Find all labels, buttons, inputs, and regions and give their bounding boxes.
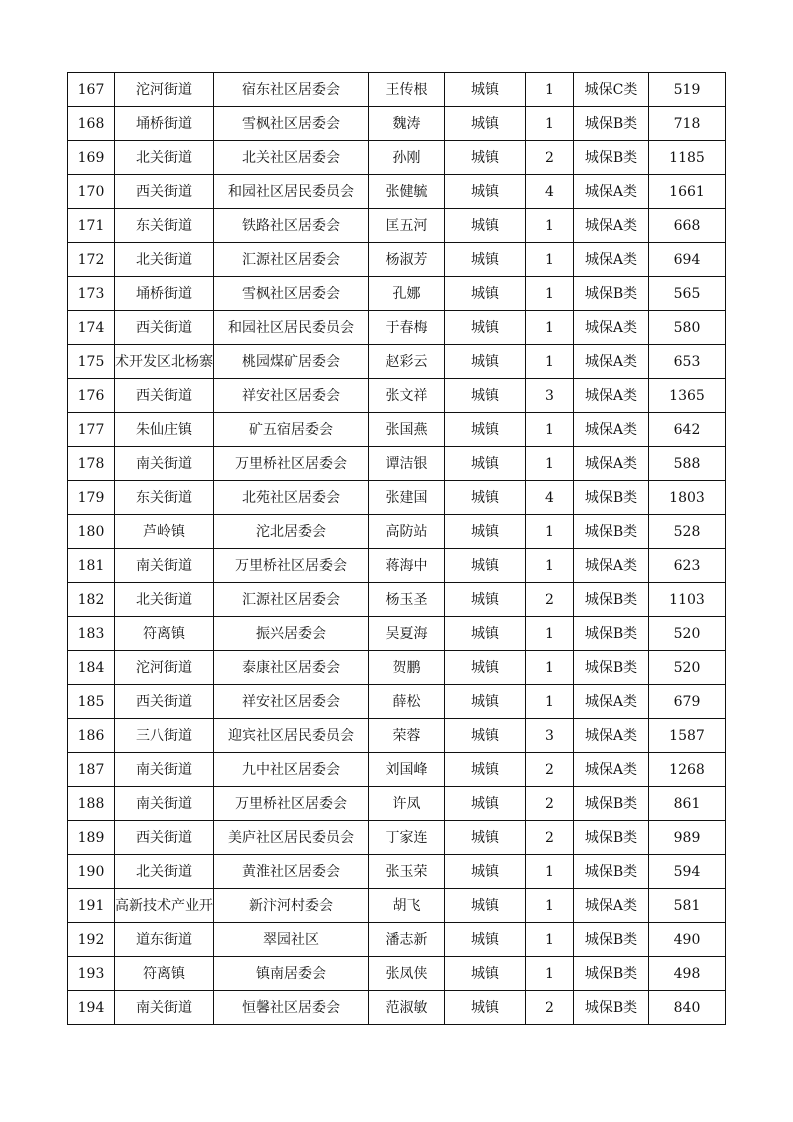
amount-cell: 1365 bbox=[649, 379, 726, 413]
street-cell: 南关街道 bbox=[115, 753, 214, 787]
amount-cell: 1803 bbox=[649, 481, 726, 515]
amount-cell: 581 bbox=[649, 889, 726, 923]
category-cell: 城保A类 bbox=[574, 549, 649, 583]
amount-cell: 520 bbox=[649, 617, 726, 651]
amount-cell: 528 bbox=[649, 515, 726, 549]
table-row bbox=[68, 855, 726, 889]
area-cell: 城镇 bbox=[445, 787, 526, 821]
street-cell: 西关街道 bbox=[115, 685, 214, 719]
amount-cell: 588 bbox=[649, 447, 726, 481]
row-number-cell: 188 bbox=[68, 787, 115, 821]
household-count-cell: 3 bbox=[526, 719, 574, 753]
street-cell: 三八街道 bbox=[115, 719, 214, 753]
street-cell: 北关街道 bbox=[115, 243, 214, 277]
committee-cell: 万里桥社区居委会 bbox=[214, 787, 369, 821]
committee-cell: 美庐社区居民委员会 bbox=[214, 821, 369, 855]
category-cell: 城保A类 bbox=[574, 719, 649, 753]
amount-cell: 679 bbox=[649, 685, 726, 719]
table-row bbox=[68, 515, 726, 549]
committee-cell: 翠园社区 bbox=[214, 923, 369, 957]
category-cell: 城保B类 bbox=[574, 991, 649, 1025]
table-row bbox=[68, 991, 726, 1025]
category-cell: 城保A类 bbox=[574, 175, 649, 209]
committee-cell: 迎宾社区居民委员会 bbox=[214, 719, 369, 753]
area-cell: 城镇 bbox=[445, 73, 526, 107]
committee-cell: 新汴河村委会 bbox=[214, 889, 369, 923]
household-count-cell: 1 bbox=[526, 73, 574, 107]
amount-cell: 498 bbox=[649, 957, 726, 991]
category-cell: 城保B类 bbox=[574, 107, 649, 141]
row-number-cell: 170 bbox=[68, 175, 115, 209]
row-number-cell: 175 bbox=[68, 345, 115, 379]
area-cell: 城镇 bbox=[445, 515, 526, 549]
household-count-cell: 1 bbox=[526, 107, 574, 141]
street-cell: 道东街道 bbox=[115, 923, 214, 957]
table-row bbox=[68, 175, 726, 209]
household-count-cell: 2 bbox=[526, 787, 574, 821]
table-row bbox=[68, 787, 726, 821]
committee-cell: 宿东社区居委会 bbox=[214, 73, 369, 107]
row-number-cell: 167 bbox=[68, 73, 115, 107]
area-cell: 城镇 bbox=[445, 243, 526, 277]
table-row bbox=[68, 549, 726, 583]
household-count-cell: 1 bbox=[526, 549, 574, 583]
table-row bbox=[68, 73, 726, 107]
household-count-cell: 1 bbox=[526, 413, 574, 447]
amount-cell: 580 bbox=[649, 311, 726, 345]
row-number-cell: 180 bbox=[68, 515, 115, 549]
table-row bbox=[68, 107, 726, 141]
name-cell: 刘国峰 bbox=[369, 753, 445, 787]
row-number-cell: 177 bbox=[68, 413, 115, 447]
row-number-cell: 183 bbox=[68, 617, 115, 651]
row-number-cell: 169 bbox=[68, 141, 115, 175]
street-cell: 东关街道 bbox=[115, 481, 214, 515]
household-count-cell: 2 bbox=[526, 753, 574, 787]
committee-cell: 九中社区居委会 bbox=[214, 753, 369, 787]
household-count-cell: 1 bbox=[526, 855, 574, 889]
name-cell: 匡五河 bbox=[369, 209, 445, 243]
row-number-cell: 174 bbox=[68, 311, 115, 345]
street-cell: 南关街道 bbox=[115, 787, 214, 821]
area-cell: 城镇 bbox=[445, 481, 526, 515]
row-number-cell: 186 bbox=[68, 719, 115, 753]
amount-cell: 989 bbox=[649, 821, 726, 855]
amount-cell: 490 bbox=[649, 923, 726, 957]
name-cell: 孙刚 bbox=[369, 141, 445, 175]
row-number-cell: 173 bbox=[68, 277, 115, 311]
name-cell: 高防站 bbox=[369, 515, 445, 549]
table-row bbox=[68, 889, 726, 923]
category-cell: 城保B类 bbox=[574, 957, 649, 991]
table-row bbox=[68, 651, 726, 685]
category-cell: 城保B类 bbox=[574, 617, 649, 651]
category-cell: 城保C类 bbox=[574, 73, 649, 107]
area-cell: 城镇 bbox=[445, 107, 526, 141]
amount-cell: 623 bbox=[649, 549, 726, 583]
row-number-cell: 182 bbox=[68, 583, 115, 617]
street-cell: 高新技术产业开 bbox=[115, 889, 214, 923]
name-cell: 张凤侠 bbox=[369, 957, 445, 991]
row-number-cell: 181 bbox=[68, 549, 115, 583]
committee-cell: 祥安社区居委会 bbox=[214, 379, 369, 413]
name-cell: 吴夏海 bbox=[369, 617, 445, 651]
committee-cell: 铁路社区居委会 bbox=[214, 209, 369, 243]
amount-cell: 694 bbox=[649, 243, 726, 277]
area-cell: 城镇 bbox=[445, 141, 526, 175]
table-row bbox=[68, 583, 726, 617]
committee-cell: 万里桥社区居委会 bbox=[214, 447, 369, 481]
row-number-cell: 176 bbox=[68, 379, 115, 413]
household-count-cell: 1 bbox=[526, 651, 574, 685]
household-count-cell: 1 bbox=[526, 243, 574, 277]
area-cell: 城镇 bbox=[445, 855, 526, 889]
amount-cell: 1587 bbox=[649, 719, 726, 753]
name-cell: 丁家连 bbox=[369, 821, 445, 855]
street-cell: 南关街道 bbox=[115, 447, 214, 481]
household-count-cell: 2 bbox=[526, 821, 574, 855]
household-count-cell: 1 bbox=[526, 515, 574, 549]
category-cell: 城保B类 bbox=[574, 515, 649, 549]
row-number-cell: 172 bbox=[68, 243, 115, 277]
category-cell: 城保B类 bbox=[574, 277, 649, 311]
area-cell: 城镇 bbox=[445, 379, 526, 413]
household-count-cell: 1 bbox=[526, 277, 574, 311]
committee-cell: 泰康社区居委会 bbox=[214, 651, 369, 685]
category-cell: 城保A类 bbox=[574, 889, 649, 923]
row-number-cell: 191 bbox=[68, 889, 115, 923]
amount-cell: 1661 bbox=[649, 175, 726, 209]
table-row bbox=[68, 345, 726, 379]
area-cell: 城镇 bbox=[445, 277, 526, 311]
amount-cell: 520 bbox=[649, 651, 726, 685]
category-cell: 城保A类 bbox=[574, 413, 649, 447]
name-cell: 孔娜 bbox=[369, 277, 445, 311]
amount-cell: 668 bbox=[649, 209, 726, 243]
committee-cell: 祥安社区居委会 bbox=[214, 685, 369, 719]
household-count-cell: 4 bbox=[526, 175, 574, 209]
category-cell: 城保B类 bbox=[574, 787, 649, 821]
category-cell: 城保B类 bbox=[574, 141, 649, 175]
category-cell: 城保A类 bbox=[574, 447, 649, 481]
row-number-cell: 171 bbox=[68, 209, 115, 243]
street-cell: 符离镇 bbox=[115, 617, 214, 651]
household-count-cell: 2 bbox=[526, 141, 574, 175]
area-cell: 城镇 bbox=[445, 821, 526, 855]
committee-cell: 矿五宿居委会 bbox=[214, 413, 369, 447]
committee-cell: 北关社区居委会 bbox=[214, 141, 369, 175]
committee-cell: 汇源社区居委会 bbox=[214, 243, 369, 277]
table-row bbox=[68, 481, 726, 515]
household-count-cell: 2 bbox=[526, 583, 574, 617]
name-cell: 杨玉圣 bbox=[369, 583, 445, 617]
row-number-cell: 185 bbox=[68, 685, 115, 719]
name-cell: 张健毓 bbox=[369, 175, 445, 209]
household-count-cell: 2 bbox=[526, 991, 574, 1025]
category-cell: 城保B类 bbox=[574, 651, 649, 685]
name-cell: 张国燕 bbox=[369, 413, 445, 447]
table-row bbox=[68, 923, 726, 957]
street-cell: 沱河街道 bbox=[115, 651, 214, 685]
area-cell: 城镇 bbox=[445, 889, 526, 923]
household-count-cell: 4 bbox=[526, 481, 574, 515]
household-count-cell: 3 bbox=[526, 379, 574, 413]
amount-cell: 1185 bbox=[649, 141, 726, 175]
name-cell: 张文祥 bbox=[369, 379, 445, 413]
table-row bbox=[68, 685, 726, 719]
table-row bbox=[68, 243, 726, 277]
amount-cell: 840 bbox=[649, 991, 726, 1025]
street-cell: 南关街道 bbox=[115, 549, 214, 583]
name-cell: 王传根 bbox=[369, 73, 445, 107]
table-row bbox=[68, 719, 726, 753]
name-cell: 赵彩云 bbox=[369, 345, 445, 379]
area-cell: 城镇 bbox=[445, 447, 526, 481]
committee-cell: 汇源社区居委会 bbox=[214, 583, 369, 617]
amount-cell: 718 bbox=[649, 107, 726, 141]
street-cell: 西关街道 bbox=[115, 175, 214, 209]
area-cell: 城镇 bbox=[445, 651, 526, 685]
category-cell: 城保A类 bbox=[574, 685, 649, 719]
area-cell: 城镇 bbox=[445, 175, 526, 209]
street-cell: 东关街道 bbox=[115, 209, 214, 243]
category-cell: 城保B类 bbox=[574, 481, 649, 515]
table-row bbox=[68, 277, 726, 311]
row-number-cell: 168 bbox=[68, 107, 115, 141]
amount-cell: 653 bbox=[649, 345, 726, 379]
area-cell: 城镇 bbox=[445, 583, 526, 617]
committee-cell: 镇南居委会 bbox=[214, 957, 369, 991]
name-cell: 杨淑芳 bbox=[369, 243, 445, 277]
amount-cell: 861 bbox=[649, 787, 726, 821]
household-count-cell: 1 bbox=[526, 957, 574, 991]
name-cell: 贺鹏 bbox=[369, 651, 445, 685]
row-number-cell: 184 bbox=[68, 651, 115, 685]
row-number-cell: 192 bbox=[68, 923, 115, 957]
street-cell: 术开发区北杨寨 bbox=[115, 345, 214, 379]
street-cell: 北关街道 bbox=[115, 855, 214, 889]
category-cell: 城保B类 bbox=[574, 583, 649, 617]
table-body bbox=[68, 73, 726, 1025]
committee-cell: 和园社区居民委员会 bbox=[214, 311, 369, 345]
household-count-cell: 1 bbox=[526, 311, 574, 345]
area-cell: 城镇 bbox=[445, 719, 526, 753]
name-cell: 谭洁银 bbox=[369, 447, 445, 481]
table-row bbox=[68, 447, 726, 481]
category-cell: 城保A类 bbox=[574, 753, 649, 787]
amount-cell: 594 bbox=[649, 855, 726, 889]
row-number-cell: 178 bbox=[68, 447, 115, 481]
name-cell: 张建国 bbox=[369, 481, 445, 515]
street-cell: 北关街道 bbox=[115, 141, 214, 175]
area-cell: 城镇 bbox=[445, 345, 526, 379]
table-row bbox=[68, 821, 726, 855]
area-cell: 城镇 bbox=[445, 991, 526, 1025]
area-cell: 城镇 bbox=[445, 685, 526, 719]
committee-cell: 雪枫社区居委会 bbox=[214, 277, 369, 311]
street-cell: 埇桥街道 bbox=[115, 107, 214, 141]
table-row bbox=[68, 753, 726, 787]
row-number-cell: 189 bbox=[68, 821, 115, 855]
category-cell: 城保A类 bbox=[574, 311, 649, 345]
street-cell: 西关街道 bbox=[115, 821, 214, 855]
street-cell: 南关街道 bbox=[115, 991, 214, 1025]
household-count-cell: 1 bbox=[526, 889, 574, 923]
street-cell: 北关街道 bbox=[115, 583, 214, 617]
name-cell: 范淑敏 bbox=[369, 991, 445, 1025]
category-cell: 城保B类 bbox=[574, 923, 649, 957]
street-cell: 西关街道 bbox=[115, 379, 214, 413]
street-cell: 芦岭镇 bbox=[115, 515, 214, 549]
row-number-cell: 193 bbox=[68, 957, 115, 991]
household-count-cell: 1 bbox=[526, 617, 574, 651]
name-cell: 胡飞 bbox=[369, 889, 445, 923]
table-row bbox=[68, 209, 726, 243]
table-row bbox=[68, 413, 726, 447]
row-number-cell: 187 bbox=[68, 753, 115, 787]
committee-cell: 和园社区居民委员会 bbox=[214, 175, 369, 209]
name-cell: 薛松 bbox=[369, 685, 445, 719]
committee-cell: 沱北居委会 bbox=[214, 515, 369, 549]
category-cell: 城保A类 bbox=[574, 379, 649, 413]
table-row bbox=[68, 311, 726, 345]
area-cell: 城镇 bbox=[445, 549, 526, 583]
table-row bbox=[68, 957, 726, 991]
name-cell: 荣蓉 bbox=[369, 719, 445, 753]
household-count-cell: 1 bbox=[526, 345, 574, 379]
area-cell: 城镇 bbox=[445, 209, 526, 243]
area-cell: 城镇 bbox=[445, 311, 526, 345]
name-cell: 许凤 bbox=[369, 787, 445, 821]
street-cell: 沱河街道 bbox=[115, 73, 214, 107]
name-cell: 张玉荣 bbox=[369, 855, 445, 889]
category-cell: 城保A类 bbox=[574, 243, 649, 277]
name-cell: 于春梅 bbox=[369, 311, 445, 345]
table-row bbox=[68, 141, 726, 175]
household-count-cell: 1 bbox=[526, 209, 574, 243]
name-cell: 蒋海中 bbox=[369, 549, 445, 583]
amount-cell: 1268 bbox=[649, 753, 726, 787]
street-cell: 埇桥街道 bbox=[115, 277, 214, 311]
committee-cell: 北苑社区居委会 bbox=[214, 481, 369, 515]
area-cell: 城镇 bbox=[445, 617, 526, 651]
committee-cell: 黄淮社区居委会 bbox=[214, 855, 369, 889]
area-cell: 城镇 bbox=[445, 413, 526, 447]
amount-cell: 642 bbox=[649, 413, 726, 447]
category-cell: 城保B类 bbox=[574, 821, 649, 855]
committee-cell: 恒馨社区居委会 bbox=[214, 991, 369, 1025]
row-number-cell: 194 bbox=[68, 991, 115, 1025]
amount-cell: 565 bbox=[649, 277, 726, 311]
table-row bbox=[68, 617, 726, 651]
area-cell: 城镇 bbox=[445, 957, 526, 991]
category-cell: 城保A类 bbox=[574, 345, 649, 379]
area-cell: 城镇 bbox=[445, 753, 526, 787]
amount-cell: 519 bbox=[649, 73, 726, 107]
category-cell: 城保B类 bbox=[574, 855, 649, 889]
household-count-cell: 1 bbox=[526, 447, 574, 481]
row-number-cell: 190 bbox=[68, 855, 115, 889]
household-count-cell: 1 bbox=[526, 923, 574, 957]
name-cell: 潘志新 bbox=[369, 923, 445, 957]
assistance-table bbox=[67, 72, 726, 1025]
street-cell: 西关街道 bbox=[115, 311, 214, 345]
street-cell: 符离镇 bbox=[115, 957, 214, 991]
table-row bbox=[68, 379, 726, 413]
street-cell: 朱仙庄镇 bbox=[115, 413, 214, 447]
household-count-cell: 1 bbox=[526, 685, 574, 719]
amount-cell: 1103 bbox=[649, 583, 726, 617]
committee-cell: 万里桥社区居委会 bbox=[214, 549, 369, 583]
committee-cell: 桃园煤矿居委会 bbox=[214, 345, 369, 379]
row-number-cell: 179 bbox=[68, 481, 115, 515]
committee-cell: 雪枫社区居委会 bbox=[214, 107, 369, 141]
area-cell: 城镇 bbox=[445, 923, 526, 957]
name-cell: 魏涛 bbox=[369, 107, 445, 141]
committee-cell: 振兴居委会 bbox=[214, 617, 369, 651]
category-cell: 城保A类 bbox=[574, 209, 649, 243]
